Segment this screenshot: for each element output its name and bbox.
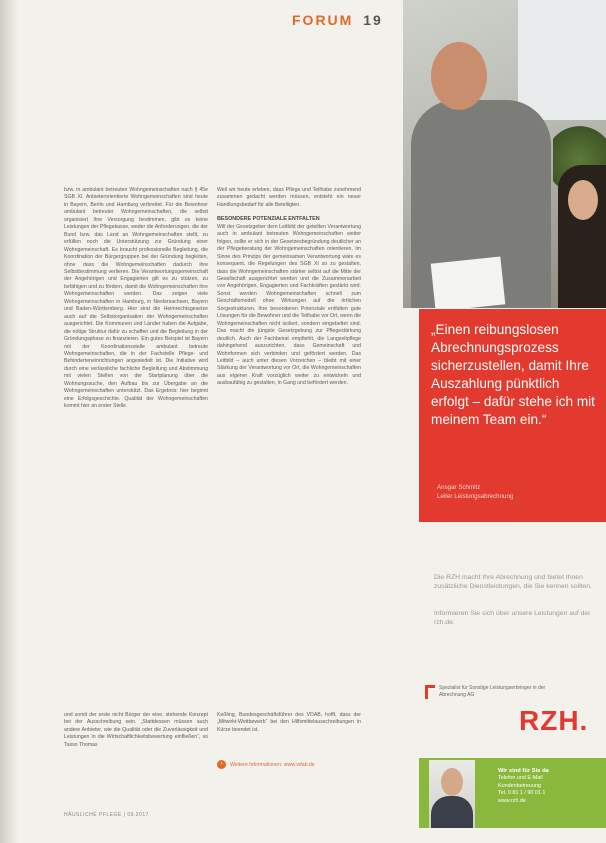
page-header (292, 12, 383, 28)
quote-box (419, 309, 606, 522)
contact-portrait (429, 760, 475, 828)
contact-info (498, 768, 549, 805)
portrait-head (441, 768, 463, 796)
article-column-1 (64, 187, 208, 411)
quote-attribution (437, 483, 513, 501)
contact-line-1: Telefon und E-Mail (498, 775, 543, 782)
contact-line-2: Kundenbetreuung (498, 782, 541, 789)
page-footer: HÄUSLICHE PFLEGE | 09.2017 (64, 812, 149, 818)
contact-box (419, 758, 606, 828)
page-number: 19 (363, 12, 383, 28)
rzh-mark-icon (425, 685, 435, 699)
lower-column-1-text: und somit der erste nicht Bürger der eine, stehende Konzept bei der Ausschreibung sein. „Stattdessen müssen auch andere Anbieter, wie die Qualität oder die Zuverlässigkeit und Leistungen in die Wirtschaftlichkeitsbewertung einfließen“, so Tasso Thomas (64, 712, 208, 748)
contact-phone[interactable]: Tel. 0 81 1 / 90 01 1 (498, 790, 546, 797)
column-1-text: bzw. in ambulant betreuten Wohngemeinschaften nach § 45e SGB XI. Anbieterorientierte Wohngemeinschaften sind heute in Bayern, Berlin und Hamburg verbreitet. Für die Bewohner ambulant betreuter Wohngemeinschaften, die selbst organisiert ihre Versorgung bestimmen, gibt es keine Leistungen der Pflegekasse, weder die Anforderungen, die der Bund bzw. das Land an Wohngemeinschaften stellt, zu erfüllen noch die Unterstützung zur Gründung einer Wohngemeinschaft. Es braucht professionelle Begleitung, die Koordination der Bürgergruppen bei der Gründung begleiten, ohne dass die Wohngemeinschaften dadurch ihre Selbstbestimmung verlieren. Die Verantwortungsgemeinschaft der Angehörigen und Engagierten gilt es zu stützen, zu befähigen und zu fördern, damit die Wohngemeinschaften ihre Wohngemeinschaften werden. Das zeigen viele Wohngemeinschaften in Hamburg, in Niedersachsen, Bayern und Baden-Württemberg. Hier sind die Heimrechtsgesetze auch auf die Selbstorganisation der Wohngemeinschaften ausgerichtet. Die Kommunen und Länder haben die Aufgabe, die nötige Struktur dafür zu schaffen und die Begleitung in der Gründungsphase zu finanzieren. Ein gutes Beispiel ist Bayern mit der Koordinationsstelle ambulant betreute Wohngemeinschaften, die in der Fachstelle Pflege- und Behinderteneinrichtungen angesiedelt ist. Die Initiative wird durch eine verlässliche fachliche Begleitung und Abstimmung mit vielen Stellen von der Startplanung über die Wohnungssuche, den Aufbau bis zur Übergabe an die Wohngemeinschaften unterstützt. Das Ergebnis: hier beginnt eine Erfolgsgeschichte. Qualität der Wohngemeinschaften kommt hier an erster Stelle. (64, 187, 208, 410)
lower-column-2-text: Keßling, Bundesgeschäftsführer des VDAB, hofft, dass der „Mitwirkt-Wettbewerb“ bei den Hilfsmittelausschreibungen in Kürze beendet ist. (217, 712, 361, 733)
quote-role: Leiter Leistungsabrechnung (437, 493, 514, 500)
arrow-icon: › (217, 760, 226, 769)
rzh-tagline: Spezialist für Sonstige Leistungserbringer in der Abrechnung AG (439, 685, 546, 698)
rzh-branding (425, 683, 606, 753)
more-info-link[interactable] (217, 760, 315, 769)
column-2-text: Will der Gesetzgeber dem Leitbild der geteilten Verantwortung auch in ambulant betreuten Wohngemeinschaften weiter folgen, sollte er sich in der Gesetzesbegründung deutlicher an der Pflegeberatung der Wohngemeinschaften orientieren. Im Sinne des Prinzips der gemeinsamen Verantwortung wäre es konsequent, die Regelungen des SGB XI so zu gestalten, dass die Wohngemeinschaften stärker selbst auf die Mitte der Gesellschaft ausgerichtet werden und die Zusammenarbeit von Angehörigen, Engagierten und Fachkräften gestärkt wird. Sonst werden Wohngemeinschaften schnell zum Geschäftsmodell ohne Wirkungen auf die örtlichen Sorgestrukturen. Ihre besonderen Potenziale entfalten gute Lösungen für die Bewohner und die Teilhabe vor Ort, wenn die Wohngemeinschaften nicht isoliert, sondern eingebettet sind. Das macht die jüngste Gesetzgebung zur Pflegestärkung deutlich. Auch der Fachbeirat empfiehlt, die Langzeitpflege dahingehend auszurichten, dass Gemeinschaft und Wohnformen sich verbinden und gefördert werden. Das Leitbild – auch unter diesen Vorzeichen – bleibt mit einer Stärkung der Verantwortung vor Ort, die Wohngemeinschaften aus eigener Kraft vorzüglich weiter zu entwickeln und ausbaufähig zu gestalten, in Gang und befördert werden. (217, 223, 361, 387)
column-2-subheading: BESONDERE POTENZIALE ENTFALTEN (217, 216, 320, 223)
article-column-2 (217, 187, 361, 388)
lower-column-1 (64, 712, 208, 749)
more-info-text: Weitere Informationen: www.vdab.de (230, 761, 315, 768)
photo-window (518, 0, 606, 120)
photo-man-head (431, 42, 487, 110)
portrait-torso (431, 796, 473, 828)
ad-blurb-1: Die RZH macht Ihre Abrechnung und bietet Ihnen zusätzliche Dienstleistungen, die Sie kennen sollten. (434, 574, 592, 591)
quote-name: Ansgar Schmitz (437, 484, 481, 491)
section-title: FORUM (292, 12, 354, 28)
office-photo (403, 0, 606, 308)
ad-blurb-2: Informieren Sie sich über unsere Leistungen auf der rzh.de. (434, 610, 591, 627)
rzh-logo: RZH. (519, 705, 589, 736)
contact-web[interactable]: www.rzh.de (498, 797, 526, 804)
page-binding-shadow (0, 0, 18, 843)
photo-paper (431, 256, 506, 308)
photo-woman-face (568, 180, 598, 220)
rzh-tagline-block (425, 685, 551, 699)
quote-text: „Einen reibungslosen Abrechnungsprozess sicherzustellen, damit Ihre Auszahlung pünktlich erfolgt – dafür stehe ich mit meinem Team ein.“ (431, 322, 595, 427)
lower-column-2 (217, 712, 361, 734)
column-2-intro: Weil wir heute erleben, dass Pflege und Teilhabe zunehmend zusammen gedacht werden müssen, entsteht ein neuer Handlungsbedarf für alle Beteiligten. (217, 187, 361, 208)
contact-heading: Wir sind für Sie da (498, 768, 549, 774)
